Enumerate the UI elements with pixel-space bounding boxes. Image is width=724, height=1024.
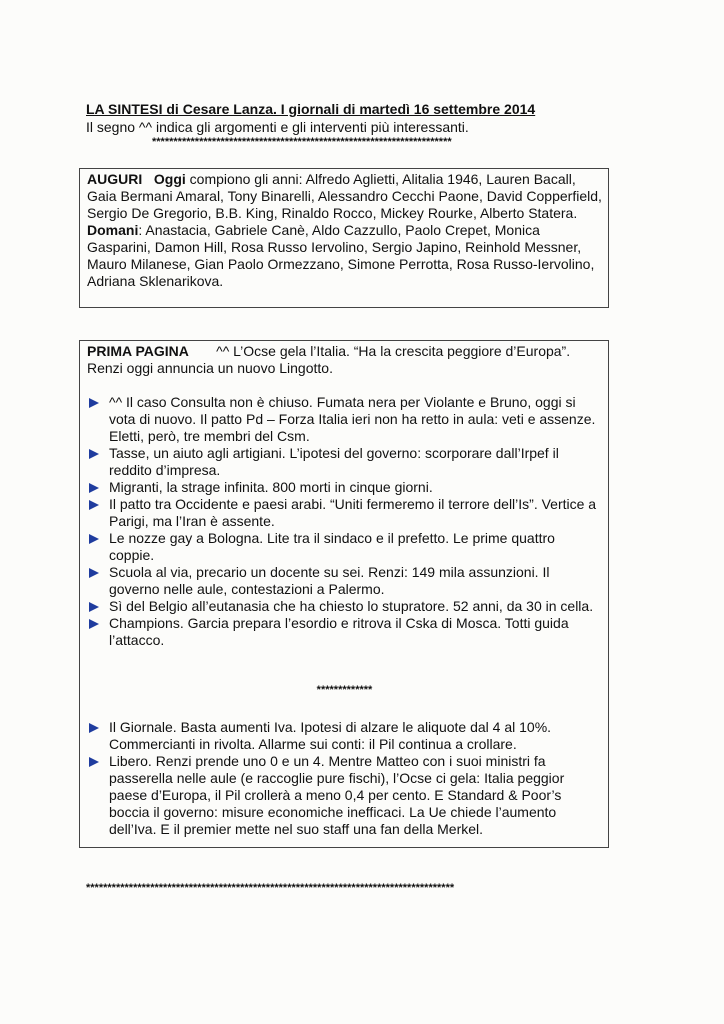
list-item: Libero. Renzi prende uno 0 e un 4. Mentre Matteo con i suoi ministri fa passerella nelle aule (e raccoglie pure fischi), l’Ocse ci gela: Italia peggior paese d’Europa, il Pil crollerà a meno 0,4 per cento. E Standard & Poor’s boccia il governo: misure economiche inefficaci. La Ue chiede l’aumento dell’Iva. E il premier mette nel suo staff una fan della Merkel.	[87, 753, 602, 838]
arrow-bullet-icon	[89, 483, 99, 493]
arrow-bullet-icon	[89, 619, 99, 629]
list-item: Champions. Garcia prepara l’esordio e ritrova il Cska di Mosca. Totti guida l’attacco.	[87, 615, 602, 649]
list-item: Migranti, la strage infinita. 800 morti in cinque giorni.	[87, 479, 602, 496]
list-item: Le nozze gay a Bologna. Lite tra il sindaco e il prefetto. Le prime quattro coppie.	[87, 530, 602, 564]
arrow-bullet-icon	[89, 500, 99, 510]
auguri-domani	[87, 222, 602, 290]
page-subtitle: Il segno ^^ indica gli argomenti e gli interventi più interessanti.	[86, 119, 469, 135]
arrow-bullet-icon	[89, 757, 99, 767]
prima-pagina-headline	[87, 343, 602, 377]
prima-pagina-label: PRIMA PAGINA	[87, 343, 189, 359]
oggi-label: Oggi	[153, 171, 186, 187]
list-item: Scuola al via, precario un docente su sei. Renzi: 149 mila assunzioni. Il governo nelle aule, contestazioni a Palermo.	[87, 564, 602, 598]
footer-stars: **************************************************************************************	[86, 882, 455, 894]
news-list-secondary	[87, 719, 602, 838]
headline-text: ^^ L’Ocse gela l’Italia. “Ha la crescita peggiore d’Europa”. Renzi oggi annuncia un nuovo Lingotto.	[87, 343, 571, 376]
page-title: LA SINTESI di Cesare Lanza. I giornali di martedì 16 settembre 2014	[86, 101, 536, 117]
domani-label: Domani	[87, 222, 139, 238]
list-item: Tasse, un aiuto agli artigiani. L’ipotesi del governo: scorporare dall’Irpef il reddito d’impresa.	[87, 445, 602, 479]
list-item: ^^ Il caso Consulta non è chiuso. Fumata nera per Violante e Bruno, oggi si vota di nuovo. Il patto Pd – Forza Italia ieri non ha retto in aula: veti e assenze. Eletti, però, tre membri del Csm.	[87, 394, 602, 445]
domani-text: : Anastacia, Gabriele Canè, Aldo Cazzullo, Paolo Crepet, Monica Gasparini, Damon Hill, Rosa Russo Iervolino, Sergio Japino, Reinhold Messner, Mauro Milanese, Gian Paolo Ormezzano, Simone Perrotta, Rosa Russo-Iervolino, Adriana Sklenarikova.	[87, 222, 595, 289]
oggi-text: compiono gli anni: Alfredo Aglietti, Alitalia 1946, Lauren Bacall, Gaia Bermani Amaral, Tony Binarelli, Alessandro Cecchi Paone, David Copperfield, Sergio De Gregorio, B.B. King, Rinaldo Rocco, Mickey Rourke, Alberto Statera.	[87, 171, 602, 221]
news-list	[87, 394, 602, 649]
auguri-oggi	[87, 171, 602, 222]
arrow-bullet-icon	[89, 534, 99, 544]
section-separator: *************	[316, 684, 373, 696]
arrow-bullet-icon	[89, 398, 99, 408]
arrow-bullet-icon	[89, 568, 99, 578]
auguri-label: AUGURI	[87, 171, 143, 187]
list-item: Sì del Belgio all’eutanasia che ha chiesto lo stupratore. 52 anni, da 30 in cella.	[87, 598, 602, 615]
separator-stars: **********************************************************************	[152, 136, 452, 148]
auguri-box	[79, 168, 609, 308]
prima-pagina-box	[79, 340, 609, 848]
list-item: Il Giornale. Basta aumenti Iva. Ipotesi di alzare le aliquote dal 4 al 10%. Commercianti in rivolta. Allarme sui conti: il Pil continua a crollare.	[87, 719, 602, 753]
arrow-bullet-icon	[89, 602, 99, 612]
arrow-bullet-icon	[89, 449, 99, 459]
arrow-bullet-icon	[89, 723, 99, 733]
list-item: Il patto tra Occidente e paesi arabi. “Uniti fermeremo il terrore dell’Is”. Vertice a Parigi, ma l’Iran è assente.	[87, 496, 602, 530]
